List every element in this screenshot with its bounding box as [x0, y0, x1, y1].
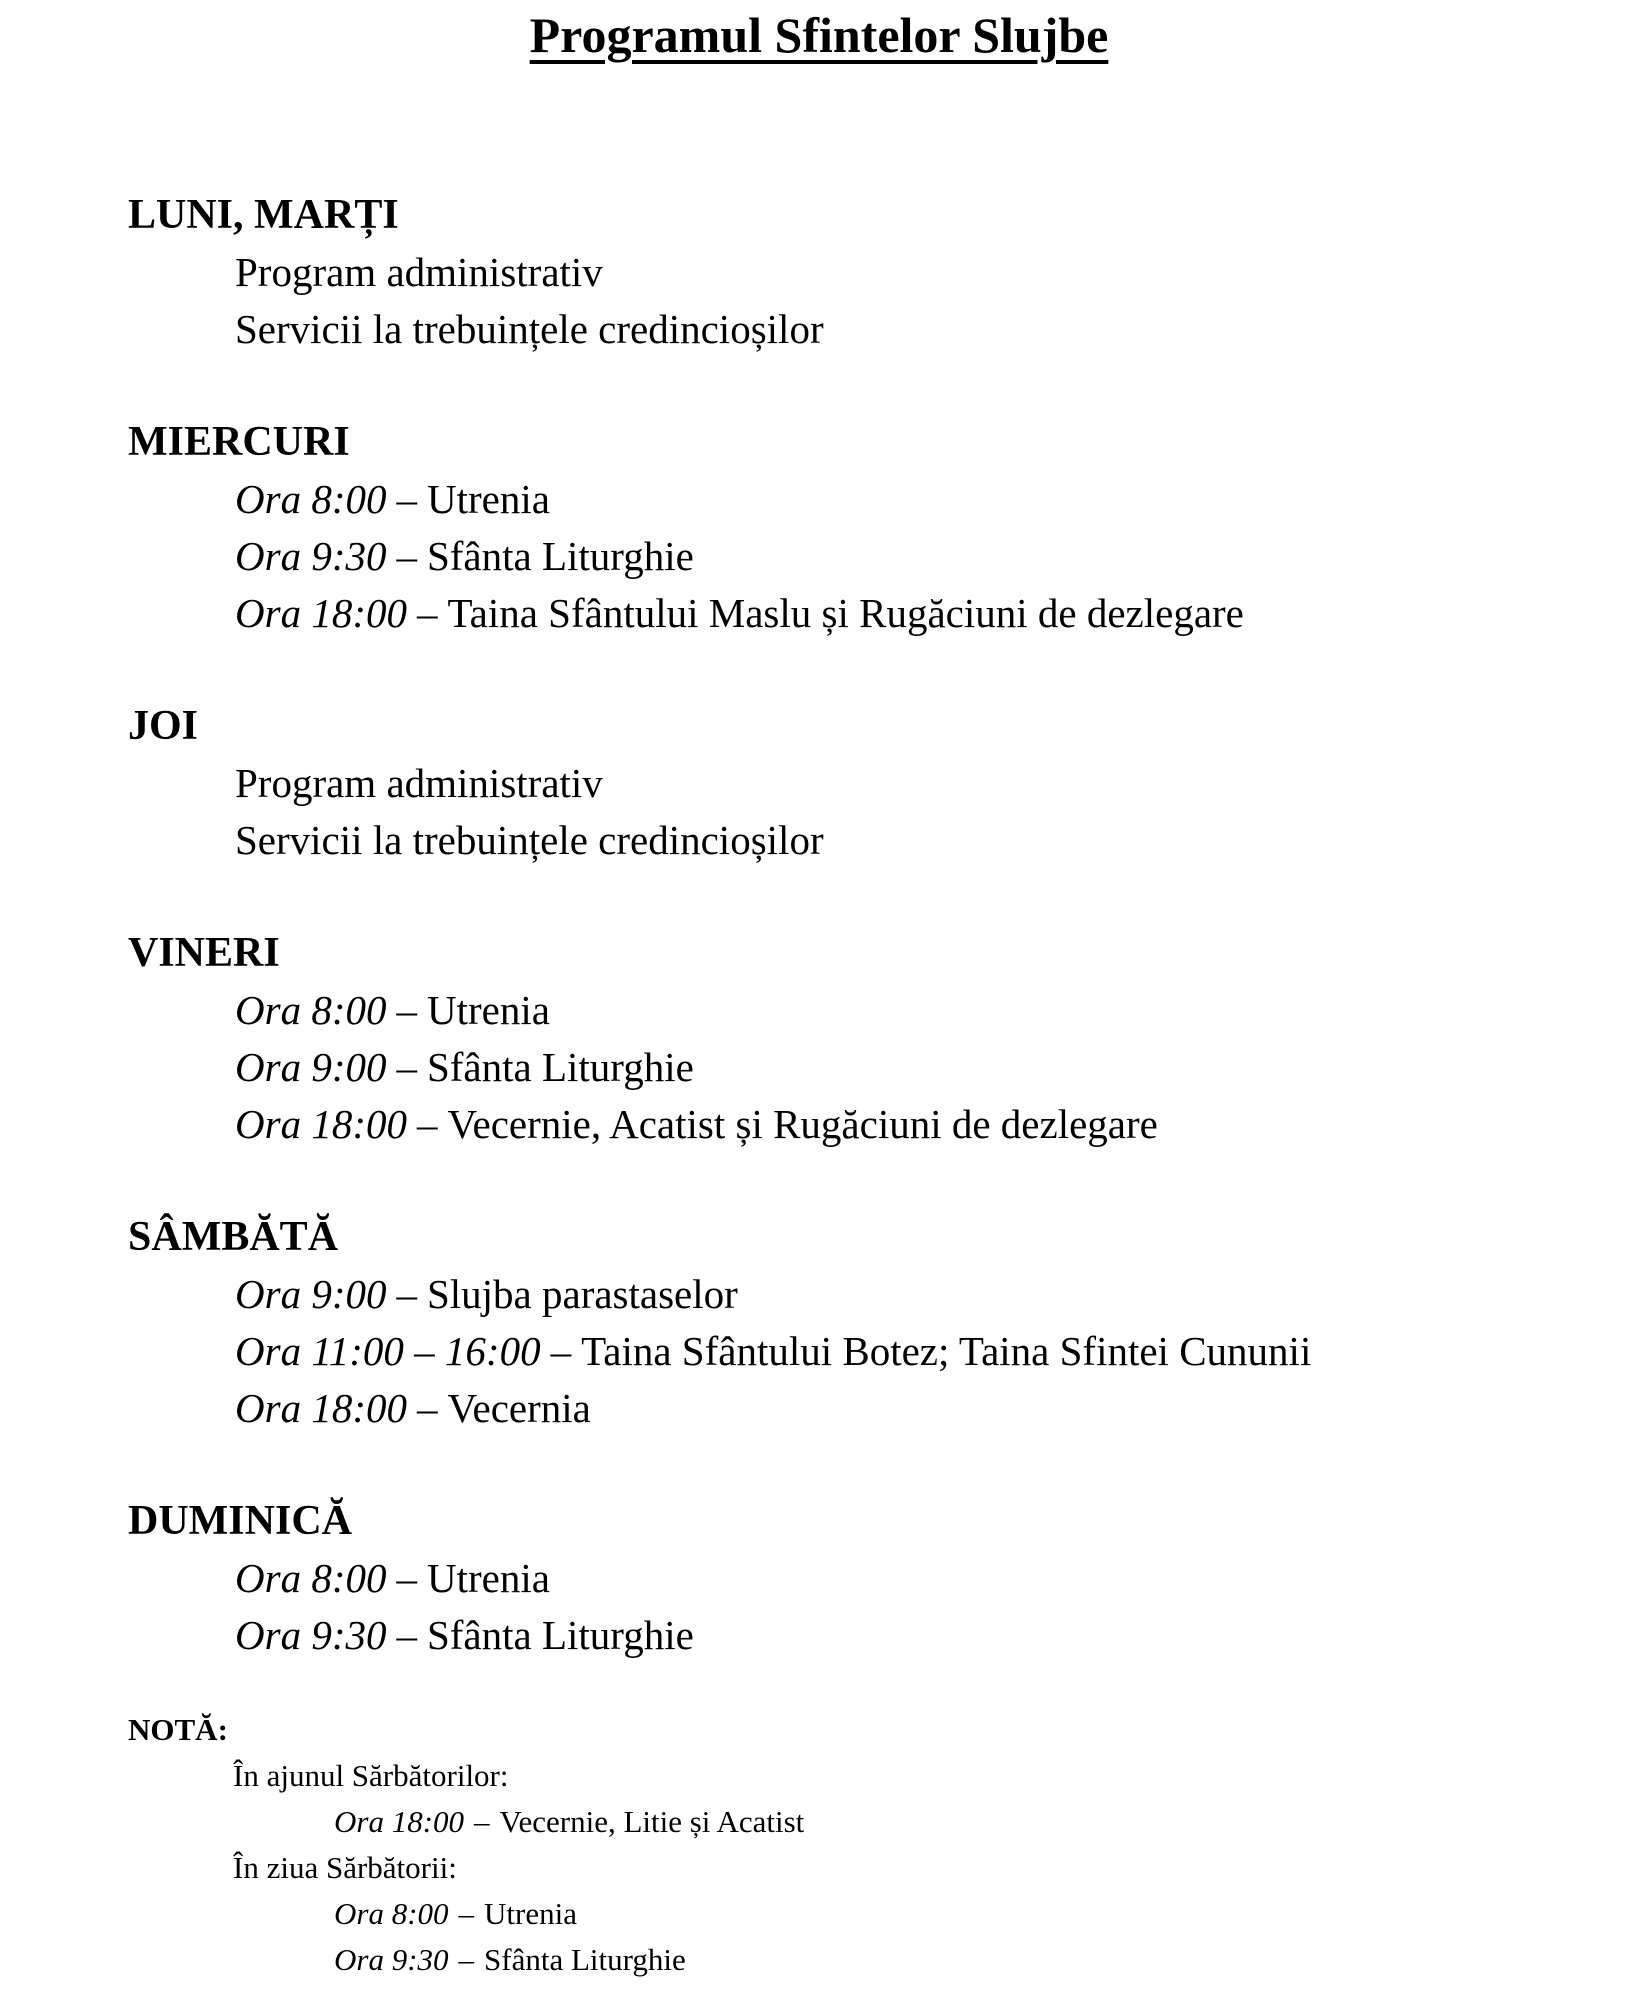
day-heading: LUNI, MARȚI	[128, 192, 399, 238]
section-vineri	[128, 925, 1638, 1153]
dash-separator: –	[396, 1612, 417, 1658]
dash-separator: –	[550, 1328, 572, 1374]
time-label: Ora 9:30	[235, 1612, 387, 1658]
time-label: Ora 9:30	[334, 1942, 449, 1977]
service-text: Vecernie, Litie și Acatist	[499, 1804, 805, 1839]
dash-separator: –	[396, 987, 417, 1033]
schedule-line	[128, 1323, 1638, 1380]
time-label: Ora 9:30	[235, 533, 387, 579]
day-heading: JOI	[128, 703, 199, 749]
document-page	[0, 187, 1638, 1983]
dash-separator: –	[416, 1101, 438, 1147]
time-label: Ora 8:00	[235, 1555, 387, 1601]
dash-separator: –	[396, 1271, 417, 1317]
service-text: Vecernie, Acatist și Rugăciuni de dezlegare	[447, 1101, 1158, 1147]
schedule-line	[128, 1550, 1638, 1607]
schedule-line	[128, 1891, 1638, 1937]
schedule-line	[128, 982, 1638, 1039]
service-text: Slujba parastaselor	[426, 1271, 738, 1317]
dash-separator: –	[416, 590, 438, 636]
service-text: Servicii la trebuințele credincioșilor	[235, 306, 824, 352]
time-label: Ora 18:00	[334, 1804, 465, 1839]
schedule-line	[128, 812, 1638, 869]
day-heading: DUMINICĂ	[128, 1498, 352, 1544]
service-text: Sfânta Liturghie	[484, 1942, 686, 1977]
time-label: Ora 9:00	[235, 1044, 387, 1090]
section-luni-marti	[128, 187, 1638, 358]
service-text: Utrenia	[426, 1555, 550, 1601]
page-title: Programul Sfintelor Slujbe	[529, 7, 1109, 63]
schedule-line	[128, 301, 1638, 358]
service-text: Program administrativ	[235, 760, 603, 806]
dash-separator: –	[396, 1555, 417, 1601]
schedule-line	[128, 244, 1638, 301]
service-text: Sfânta Liturghie	[426, 533, 694, 579]
section-miercuri	[128, 414, 1638, 642]
dash-separator: –	[416, 1385, 438, 1431]
dash-separator: –	[396, 533, 417, 579]
service-text: Sfânta Liturghie	[426, 1044, 694, 1090]
day-heading: VINERI	[128, 930, 280, 976]
time-label: Ora 18:00	[235, 590, 407, 636]
schedule-line	[128, 755, 1638, 812]
dash-separator: –	[396, 476, 417, 522]
day-heading: SÂMBĂTĂ	[128, 1214, 339, 1260]
schedule-line	[128, 585, 1638, 642]
section-joi	[128, 698, 1638, 869]
time-label: Ora 18:00	[235, 1385, 407, 1431]
service-text: Utrenia	[426, 476, 550, 522]
schedule-line	[128, 528, 1638, 585]
service-text: Utrenia	[426, 987, 550, 1033]
time-label: Ora 8:00	[235, 987, 387, 1033]
service-text: Utrenia	[484, 1896, 577, 1931]
note-section	[128, 1707, 1638, 1983]
time-label: Ora 18:00	[235, 1101, 407, 1147]
schedule-line	[128, 1937, 1638, 1983]
day-heading: MIERCURI	[128, 419, 350, 465]
note-subheading: În ajunul Sărbătorilor:	[233, 1758, 509, 1793]
dash-separator: –	[396, 1044, 417, 1090]
schedule-line	[128, 471, 1638, 528]
schedule-line	[128, 1039, 1638, 1096]
schedule-line	[128, 1266, 1638, 1323]
service-text: Sfânta Liturghie	[426, 1612, 694, 1658]
service-text: Program administrativ	[235, 249, 603, 295]
time-label: Ora 8:00	[334, 1896, 449, 1931]
time-label: Ora 8:00	[235, 476, 387, 522]
section-sambata	[128, 1209, 1638, 1437]
service-text: Taina Sfântului Maslu și Rugăciuni de dezlegare	[447, 590, 1244, 636]
schedule-line	[128, 1380, 1638, 1437]
dash-separator: –	[458, 1896, 475, 1931]
time-label: Ora 9:00	[235, 1271, 387, 1317]
dash-separator: –	[458, 1942, 475, 1977]
note-subheading: În ziua Sărbătorii:	[233, 1850, 457, 1885]
schedule-line	[128, 1607, 1638, 1664]
schedule-line	[128, 1096, 1638, 1153]
note-heading: NOTĂ:	[128, 1712, 228, 1747]
dash-separator: –	[474, 1804, 490, 1839]
section-duminica	[128, 1493, 1638, 1664]
service-text: Taina Sfântului Botez; Taina Sfintei Cununii	[581, 1328, 1312, 1374]
service-text: Servicii la trebuințele credincioșilor	[235, 817, 824, 863]
time-label: Ora 11:00 – 16:00	[235, 1328, 541, 1374]
service-text: Vecernia	[447, 1385, 591, 1431]
schedule-line	[128, 1799, 1638, 1845]
